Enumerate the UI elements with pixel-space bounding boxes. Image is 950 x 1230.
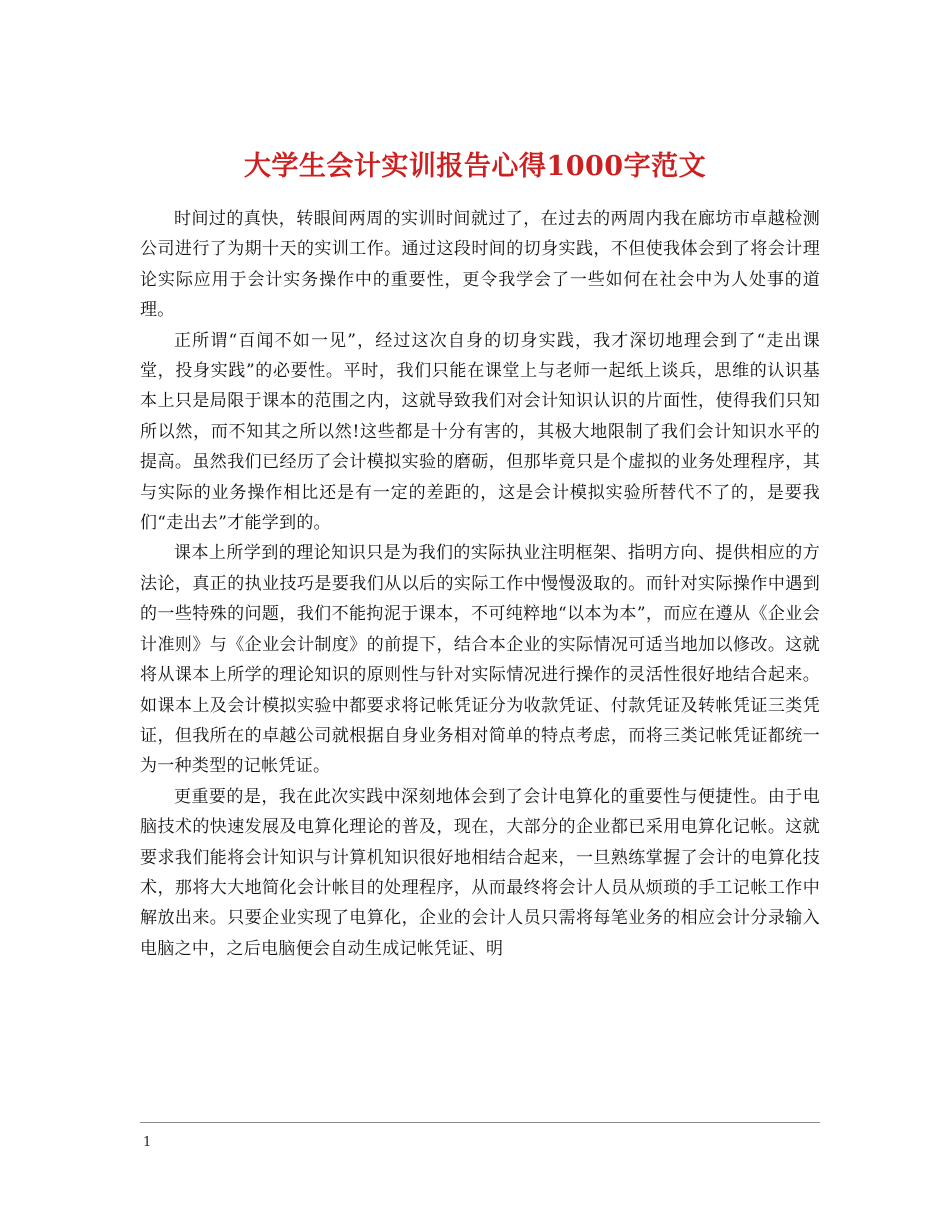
document-title: 大学生会计实训报告心得1000字范文 — [243, 151, 707, 183]
paragraph-3: 课本上所学到的理论知识只是为我们的实际执业注明框架、指明方向、提供相应的方法论，真正的执业技巧是要我们从以后的实际工作中慢慢汲取的。而针对实际操作中遇到的一些特殊的问题，我们不能拘泥于课本，不可纯粹地“以本为本”，而应在遵从《企业会计准则》与《企业会计制度》的前提下，结合本企业的实际情况可适当地加以修改。这就将从课本上所学的理论知识的原则性与针对实际情况进行操作的灵活性很好地结合起来。如课本上及会计模拟实验中都要求将记帐凭证分为收款凭证、付款凭证及转帐凭证三类凭证，但我所在的卓越公司就根据自身业务相对简单的特点考虑，而将三类记帐凭证都统一为一种类型的记帐凭证。 — [140, 543, 820, 777]
document-body — [140, 204, 820, 964]
footer-divider — [140, 1122, 820, 1123]
paragraph-4: 更重要的是，我在此次实践中深刻地体会到了会计电算化的重要性与便捷性。由于电脑技术的快速发展及电算化理论的普及，现在，大部分的企业都已采用电算化记帐。这就要求我们能将会计知识与计算机知识很好地相结合起来，一旦熟练掌握了会计的电算化技术，那将大大地简化会计帐目的处理程序，从而最终将会计人员从烦琐的手工记帐工作中解放出来。只要企业实现了电算化，企业的会计人员只需将每笔业务的相应会计分录输入电脑之中，之后电脑便会自动生成记帐凭证、明 — [140, 786, 820, 959]
paragraph-2: 正所谓“百闻不如一见”，经过这次自身的切身实践，我才深切地理会到了“走出课堂，投身实践”的必要性。平时，我们只能在课堂上与老师一起纸上谈兵，思维的认识基本上只是局限于课本的范围之内，这就导致我们对会计知识认识的片面性，使得我们只知所以然，而不知其之所以然!这些都是十分有害的，其极大地限制了我们会计知识水平的提高。虽然我们已经历了会计模拟实验的磨砺，但那毕竟只是个虚拟的业务处理程序，其与实际的业务操作相比还是有一定的差距的，这是会计模拟实验所替代不了的，是要我们“走出去”才能学到的。 — [140, 330, 820, 534]
page-number: 1 — [143, 1135, 152, 1150]
paragraph-1: 时间过的真快，转眼间两周的实训时间就过了，在过去的两周内我在廊坊市卓越检测公司进行了为期十天的实训工作。通过这段时间的切身实践，不但使我体会到了将会计理论实际应用于会计实务操作中的重要性，更令我学会了一些如何在社会中为人处事的道理。 — [140, 209, 820, 321]
